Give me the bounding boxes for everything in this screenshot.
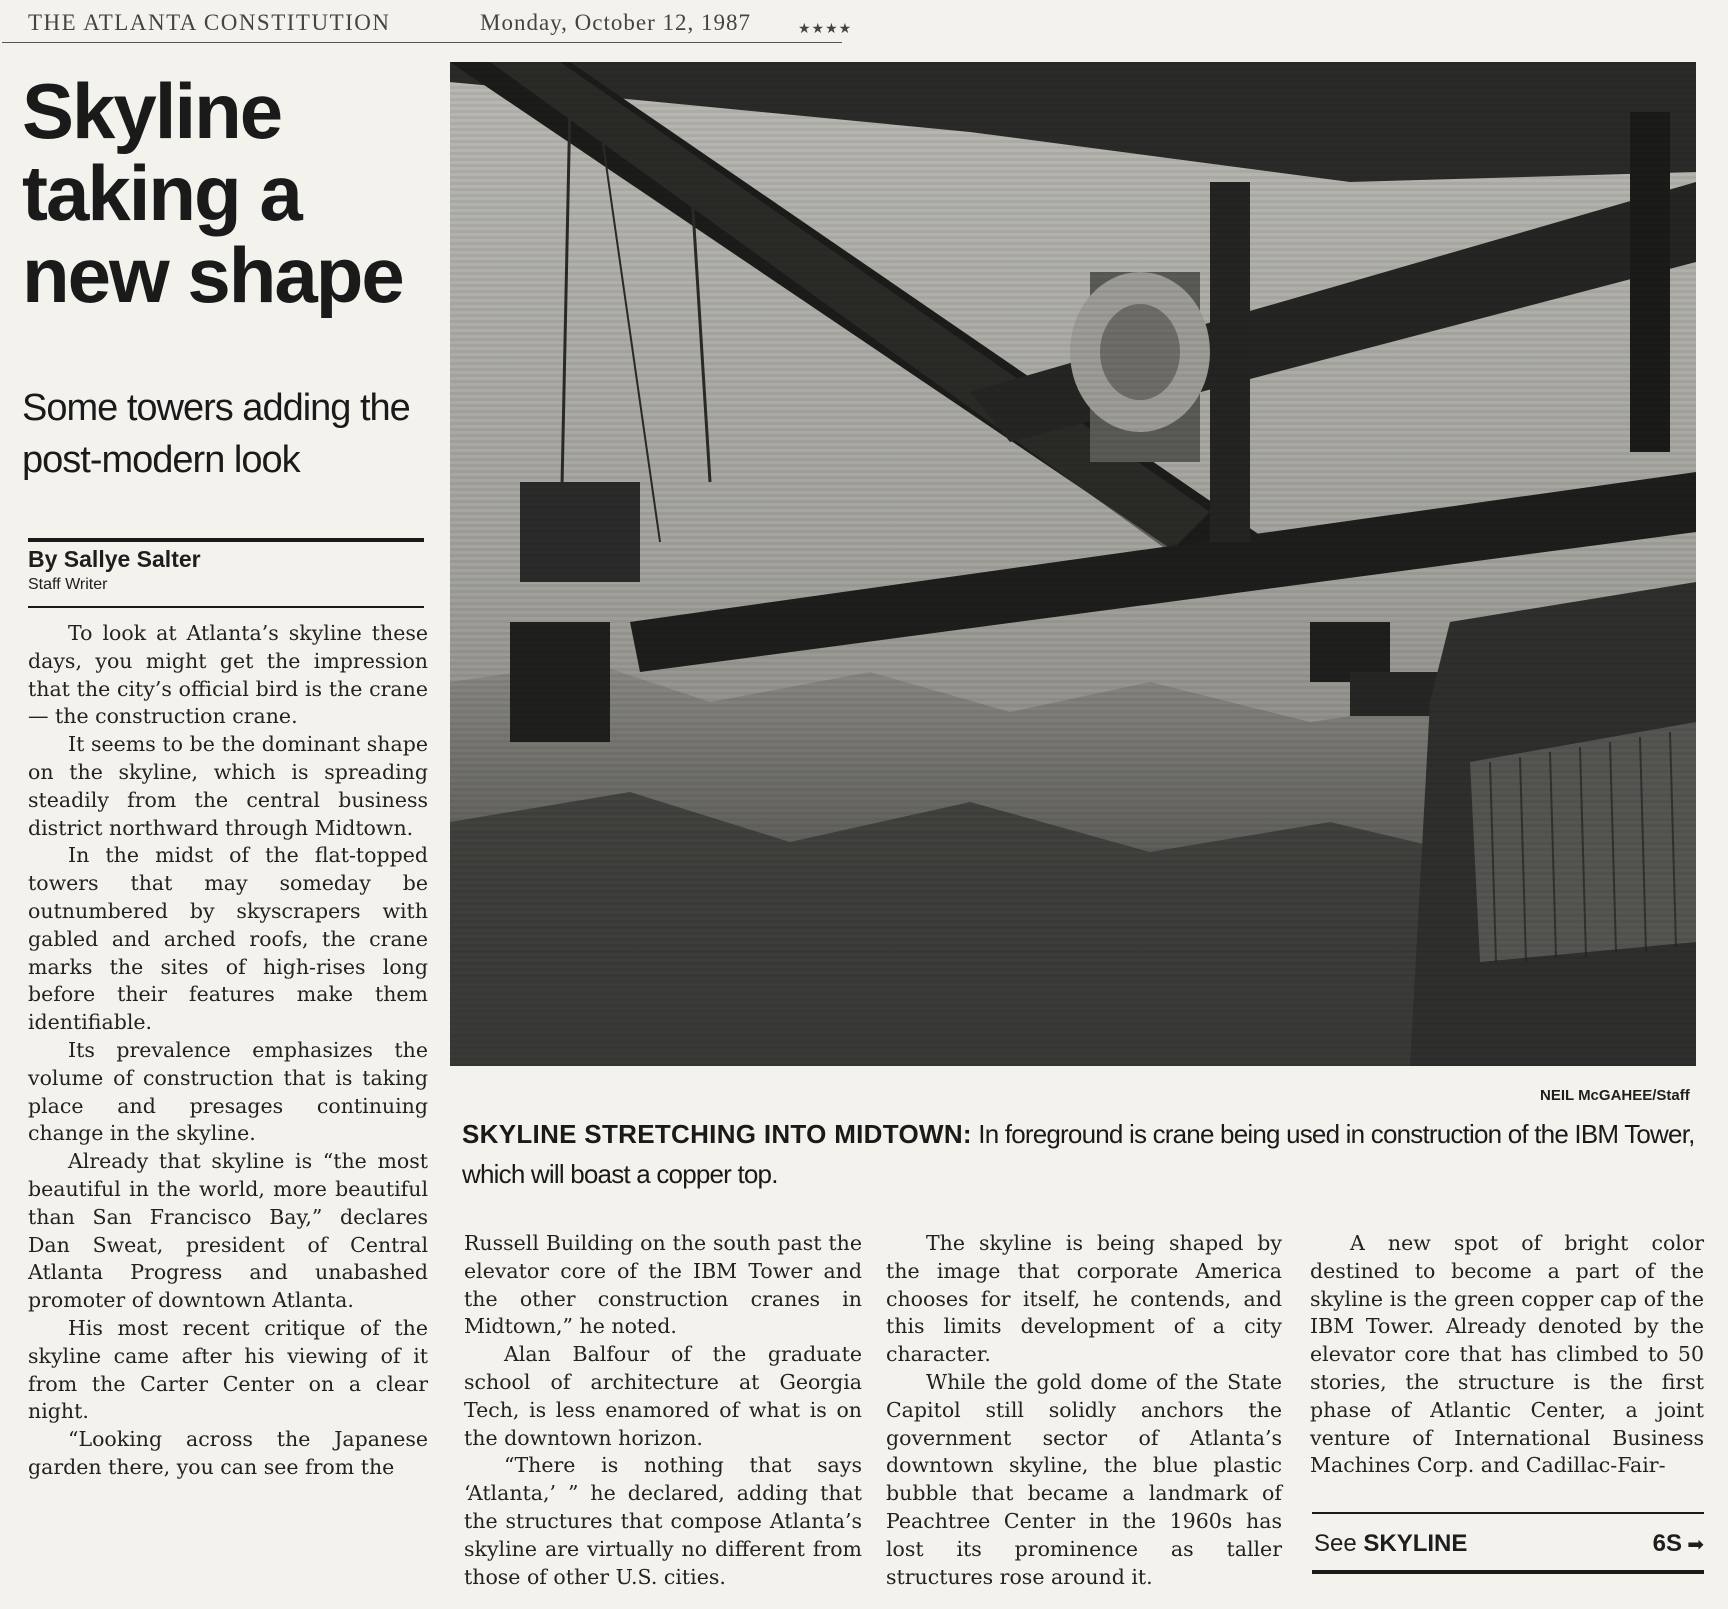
masthead — [2, 6, 853, 43]
jump-keyword: SKYLINE — [1363, 1530, 1468, 1557]
skyline-crane-photo — [450, 62, 1696, 1066]
byline-bottom-rule — [28, 606, 424, 608]
photo-image — [450, 62, 1696, 1066]
jump-page: 6S — [1652, 1530, 1682, 1557]
photo-caption — [462, 1114, 1712, 1194]
jump-line — [1312, 1528, 1704, 1562]
edition-stars: ★★★★ — [798, 20, 853, 36]
paragraph: To look at Atlanta’s skyline these days, you might get the impression that the city’s official bird is the crane — the construction crane. — [28, 621, 428, 729]
paragraph: “There is nothing that says ‘Atlanta,’ ” he declared, adding that the structures that compose Atlanta’s skyline are virtually no different from those of other U.S. cities. — [464, 1453, 862, 1589]
byline-top-rule — [28, 538, 424, 542]
paragraph: In the midst of the flat-topped towers that may someday be outnumbered by skyscrapers with gabled and arched roofs, the crane marks the sites of high-rises long before their features make them identifiable. — [28, 843, 428, 1035]
article-subhead: Some towers adding the post-modern look — [22, 387, 410, 481]
newspaper-name: THE ATLANTA CONSTITUTION — [28, 10, 391, 35]
article-column-3 — [886, 1230, 1282, 1591]
jump-top-rule — [1312, 1512, 1704, 1514]
paragraph: A new spot of bright color destined to become a part of the skyline is the green copper cap of the IBM Tower. Already denoted by the elevator core that has climbed to 50 stories, the structure is the first phase of Atlantic Center, a joint venture of International Business Machines Corp. and Cadillac-Fair- — [1310, 1231, 1704, 1478]
paragraph: Russell Building on the south past the elevator core of the IBM Tower and the other construction cranes in Midtown,” he noted. — [464, 1231, 862, 1339]
photo-credit: NEIL McGAHEE/Staff — [1540, 1087, 1690, 1104]
byline: By Sallye Salter — [28, 546, 201, 572]
jump-bottom-rule — [1312, 1570, 1704, 1574]
paragraph: While the gold dome of the State Capitol still solidly anchors the government sector of Atlanta’s downtown skyline, the blue plastic bubble that became a landmark of Peachtree Center in the 1960s has lost its prominence as taller structures rose around it. — [886, 1369, 1282, 1589]
article-column-1 — [28, 620, 428, 1482]
paragraph: “Looking across the Japanese garden there, you can see from the — [28, 1427, 428, 1479]
paragraph: Already that skyline is “the most beautiful in the world, more beautiful than San Francisco Bay,” declares Dan Sweat, president of Central Atlanta Progress and unabashed promoter of downtown Atlanta. — [28, 1149, 428, 1313]
byline-title: Staff Writer — [28, 576, 108, 593]
article-column-4 — [1310, 1230, 1704, 1480]
paragraph: Alan Balfour of the graduate school of architecture at Georgia Tech, is less enamored of what is on the downtown horizon. — [464, 1342, 862, 1450]
article-headline: Skyline taking a new shape — [22, 67, 403, 319]
jump-see: See SKYLINE — [1314, 1530, 1468, 1557]
paragraph: His most recent critique of the skyline came after his viewing of it from the Carter Center on a clear night. — [28, 1315, 428, 1424]
article-column-2 — [464, 1230, 862, 1591]
caption-text: In foreground is crane being used in construction of the IBM Tower, which will boast a copper top. — [462, 1119, 1695, 1189]
paragraph: Its prevalence emphasizes the volume of construction that is taking place and presages continuing change in the skyline. — [28, 1037, 428, 1146]
right-arrow-icon: ➡ — [1687, 1534, 1704, 1556]
paragraph: The skyline is being shaped by the image that corporate America chooses for itself, he contends, and this limits development of a city character. — [886, 1231, 1282, 1367]
paragraph: It seems to be the dominant shape on the skyline, which is spreading steadily from the central business district northward through Midtown. — [28, 732, 428, 840]
caption-lead: SKYLINE STRETCHING INTO MIDTOWN: — [462, 1119, 972, 1149]
issue-date: Monday, October 12, 1987 — [480, 10, 751, 35]
